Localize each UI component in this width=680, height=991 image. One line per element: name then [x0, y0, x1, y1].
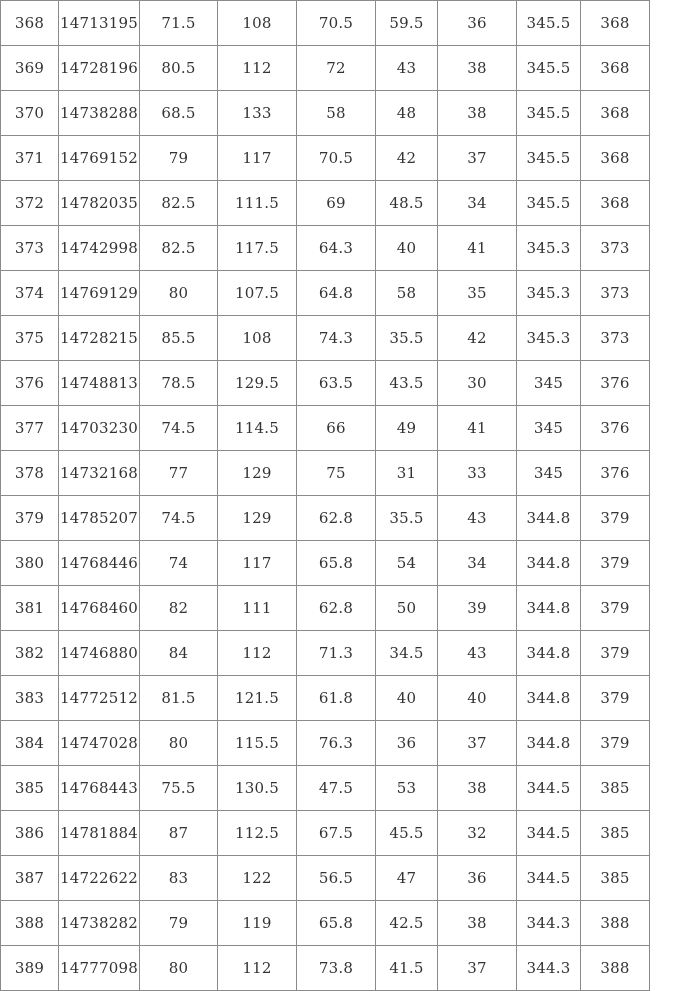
score-4-cell: 35.5	[376, 316, 438, 361]
score-2-cell: 117	[218, 541, 297, 586]
score-5-cell: 37	[438, 946, 517, 991]
rank-cell: 380	[1, 541, 59, 586]
score-2-cell: 111	[218, 586, 297, 631]
ranking-cell: 379	[581, 496, 650, 541]
exam-id-cell: 14728215	[59, 316, 140, 361]
table-row	[1, 811, 650, 856]
exam-id-cell: 14728196	[59, 46, 140, 91]
ranking-cell: 368	[581, 1, 650, 46]
table-row	[1, 856, 650, 901]
exam-id-cell: 14746880	[59, 631, 140, 676]
score-4-cell: 45.5	[376, 811, 438, 856]
score-4-cell: 42.5	[376, 901, 438, 946]
rank-cell: 385	[1, 766, 59, 811]
score-5-cell: 30	[438, 361, 517, 406]
exam-id-cell: 14713195	[59, 1, 140, 46]
score-2-cell: 122	[218, 856, 297, 901]
table-row	[1, 181, 650, 226]
ranking-cell: 379	[581, 721, 650, 766]
score-2-cell: 108	[218, 316, 297, 361]
ranking-cell: 368	[581, 181, 650, 226]
score-2-cell: 129	[218, 496, 297, 541]
score-1-cell: 75.5	[140, 766, 218, 811]
table-row	[1, 226, 650, 271]
score-5-cell: 38	[438, 91, 517, 136]
score-4-cell: 53	[376, 766, 438, 811]
score-5-cell: 43	[438, 496, 517, 541]
score-5-cell: 38	[438, 766, 517, 811]
score-1-cell: 80.5	[140, 46, 218, 91]
score-1-cell: 81.5	[140, 676, 218, 721]
rank-cell: 378	[1, 451, 59, 496]
score-5-cell: 40	[438, 676, 517, 721]
score-3-cell: 62.8	[297, 586, 376, 631]
ranking-cell: 373	[581, 226, 650, 271]
table-row	[1, 1, 650, 46]
total-score-cell: 345.3	[517, 316, 581, 361]
score-3-cell: 70.5	[297, 1, 376, 46]
total-score-cell: 344.8	[517, 631, 581, 676]
ranking-cell: 373	[581, 316, 650, 361]
ranking-cell: 379	[581, 586, 650, 631]
table-row	[1, 406, 650, 451]
score-2-cell: 112	[218, 946, 297, 991]
total-score-cell: 344.8	[517, 496, 581, 541]
score-4-cell: 31	[376, 451, 438, 496]
ranking-cell: 388	[581, 901, 650, 946]
table-row	[1, 361, 650, 406]
score-2-cell: 119	[218, 901, 297, 946]
score-1-cell: 79	[140, 901, 218, 946]
score-4-cell: 40	[376, 226, 438, 271]
score-4-cell: 34.5	[376, 631, 438, 676]
score-2-cell: 129.5	[218, 361, 297, 406]
score-3-cell: 76.3	[297, 721, 376, 766]
total-score-cell: 345	[517, 406, 581, 451]
ranking-cell: 376	[581, 406, 650, 451]
score-5-cell: 38	[438, 901, 517, 946]
score-1-cell: 80	[140, 721, 218, 766]
ranking-cell: 385	[581, 766, 650, 811]
score-4-cell: 35.5	[376, 496, 438, 541]
ranking-cell: 388	[581, 946, 650, 991]
exam-id-cell: 14742998	[59, 226, 140, 271]
score-1-cell: 83	[140, 856, 218, 901]
score-1-cell: 82	[140, 586, 218, 631]
score-3-cell: 71.3	[297, 631, 376, 676]
total-score-cell: 344.8	[517, 541, 581, 586]
table-row	[1, 766, 650, 811]
ranking-cell: 373	[581, 271, 650, 316]
score-5-cell: 42	[438, 316, 517, 361]
rank-cell: 369	[1, 46, 59, 91]
score-1-cell: 74	[140, 541, 218, 586]
rank-cell: 375	[1, 316, 59, 361]
rank-cell: 386	[1, 811, 59, 856]
score-3-cell: 65.8	[297, 901, 376, 946]
score-1-cell: 82.5	[140, 181, 218, 226]
score-1-cell: 87	[140, 811, 218, 856]
score-1-cell: 80	[140, 946, 218, 991]
score-2-cell: 133	[218, 91, 297, 136]
score-1-cell: 68.5	[140, 91, 218, 136]
rank-cell: 387	[1, 856, 59, 901]
score-2-cell: 117	[218, 136, 297, 181]
score-4-cell: 49	[376, 406, 438, 451]
score-1-cell: 84	[140, 631, 218, 676]
score-3-cell: 47.5	[297, 766, 376, 811]
exam-id-cell: 14738282	[59, 901, 140, 946]
total-score-cell: 344.8	[517, 721, 581, 766]
ranking-cell: 385	[581, 856, 650, 901]
score-1-cell: 71.5	[140, 1, 218, 46]
score-5-cell: 36	[438, 1, 517, 46]
total-score-cell: 344.5	[517, 766, 581, 811]
total-score-cell: 345.5	[517, 1, 581, 46]
rank-cell: 389	[1, 946, 59, 991]
score-5-cell: 41	[438, 226, 517, 271]
ranking-cell: 379	[581, 631, 650, 676]
rank-cell: 372	[1, 181, 59, 226]
score-4-cell: 43	[376, 46, 438, 91]
score-4-cell: 47	[376, 856, 438, 901]
score-5-cell: 35	[438, 271, 517, 316]
table-row	[1, 541, 650, 586]
score-2-cell: 112	[218, 631, 297, 676]
score-3-cell: 64.3	[297, 226, 376, 271]
score-2-cell: 114.5	[218, 406, 297, 451]
total-score-cell: 345.5	[517, 91, 581, 136]
ranking-cell: 379	[581, 676, 650, 721]
exam-id-cell: 14782035	[59, 181, 140, 226]
exam-id-cell: 14768460	[59, 586, 140, 631]
total-score-cell: 345.5	[517, 136, 581, 181]
score-1-cell: 74.5	[140, 496, 218, 541]
ranking-cell: 368	[581, 46, 650, 91]
rank-cell: 371	[1, 136, 59, 181]
rank-cell: 382	[1, 631, 59, 676]
score-2-cell: 121.5	[218, 676, 297, 721]
score-3-cell: 64.8	[297, 271, 376, 316]
table-row	[1, 586, 650, 631]
score-2-cell: 112.5	[218, 811, 297, 856]
score-4-cell: 54	[376, 541, 438, 586]
score-4-cell: 48	[376, 91, 438, 136]
total-score-cell: 345	[517, 451, 581, 496]
exam-id-cell: 14722622	[59, 856, 140, 901]
ranking-cell: 376	[581, 451, 650, 496]
score-5-cell: 32	[438, 811, 517, 856]
score-3-cell: 69	[297, 181, 376, 226]
score-3-cell: 74.3	[297, 316, 376, 361]
rank-cell: 374	[1, 271, 59, 316]
score-1-cell: 80	[140, 271, 218, 316]
score-5-cell: 43	[438, 631, 517, 676]
score-2-cell: 107.5	[218, 271, 297, 316]
rank-cell: 381	[1, 586, 59, 631]
table-row	[1, 451, 650, 496]
exam-id-cell: 14777098	[59, 946, 140, 991]
score-5-cell: 34	[438, 541, 517, 586]
score-5-cell: 37	[438, 136, 517, 181]
score-3-cell: 72	[297, 46, 376, 91]
score-3-cell: 65.8	[297, 541, 376, 586]
score-1-cell: 77	[140, 451, 218, 496]
total-score-cell: 344.5	[517, 811, 581, 856]
rank-cell: 379	[1, 496, 59, 541]
exam-id-cell: 14768443	[59, 766, 140, 811]
rank-cell: 384	[1, 721, 59, 766]
ranking-cell: 385	[581, 811, 650, 856]
score-5-cell: 39	[438, 586, 517, 631]
total-score-cell: 344.3	[517, 901, 581, 946]
total-score-cell: 345.5	[517, 181, 581, 226]
score-3-cell: 61.8	[297, 676, 376, 721]
score-3-cell: 67.5	[297, 811, 376, 856]
rank-cell: 368	[1, 1, 59, 46]
score-3-cell: 73.8	[297, 946, 376, 991]
rank-cell: 373	[1, 226, 59, 271]
score-2-cell: 112	[218, 46, 297, 91]
table-row	[1, 91, 650, 136]
exam-id-cell: 14769152	[59, 136, 140, 181]
score-2-cell: 117.5	[218, 226, 297, 271]
score-5-cell: 36	[438, 856, 517, 901]
table-row	[1, 136, 650, 181]
total-score-cell: 344.8	[517, 586, 581, 631]
score-4-cell: 59.5	[376, 1, 438, 46]
total-score-cell: 345.3	[517, 271, 581, 316]
score-4-cell: 50	[376, 586, 438, 631]
exam-id-cell: 14769129	[59, 271, 140, 316]
table-row	[1, 901, 650, 946]
table-row	[1, 631, 650, 676]
score-5-cell: 37	[438, 721, 517, 766]
score-4-cell: 41.5	[376, 946, 438, 991]
exam-id-cell: 14738288	[59, 91, 140, 136]
score-3-cell: 58	[297, 91, 376, 136]
table-row	[1, 271, 650, 316]
score-3-cell: 66	[297, 406, 376, 451]
score-2-cell: 115.5	[218, 721, 297, 766]
score-1-cell: 78.5	[140, 361, 218, 406]
score-5-cell: 34	[438, 181, 517, 226]
score-1-cell: 85.5	[140, 316, 218, 361]
score-5-cell: 38	[438, 46, 517, 91]
total-score-cell: 344.8	[517, 676, 581, 721]
ranking-cell: 368	[581, 91, 650, 136]
score-3-cell: 63.5	[297, 361, 376, 406]
score-1-cell: 79	[140, 136, 218, 181]
total-score-cell: 345	[517, 361, 581, 406]
table-row	[1, 316, 650, 361]
score-4-cell: 43.5	[376, 361, 438, 406]
score-1-cell: 74.5	[140, 406, 218, 451]
exam-id-cell: 14768446	[59, 541, 140, 586]
exam-id-cell: 14732168	[59, 451, 140, 496]
score-2-cell: 130.5	[218, 766, 297, 811]
score-4-cell: 48.5	[376, 181, 438, 226]
exam-id-cell: 14703230	[59, 406, 140, 451]
rank-cell: 370	[1, 91, 59, 136]
rank-cell: 376	[1, 361, 59, 406]
exam-id-cell: 14748813	[59, 361, 140, 406]
exam-id-cell: 14747028	[59, 721, 140, 766]
exam-id-cell: 14772512	[59, 676, 140, 721]
table-row	[1, 496, 650, 541]
score-4-cell: 40	[376, 676, 438, 721]
score-3-cell: 75	[297, 451, 376, 496]
score-3-cell: 56.5	[297, 856, 376, 901]
score-5-cell: 33	[438, 451, 517, 496]
score-2-cell: 129	[218, 451, 297, 496]
ranking-cell: 379	[581, 541, 650, 586]
score-4-cell: 42	[376, 136, 438, 181]
score-5-cell: 41	[438, 406, 517, 451]
score-4-cell: 36	[376, 721, 438, 766]
score-4-cell: 58	[376, 271, 438, 316]
total-score-cell: 345.3	[517, 226, 581, 271]
score-2-cell: 111.5	[218, 181, 297, 226]
total-score-cell: 344.5	[517, 856, 581, 901]
score-3-cell: 70.5	[297, 136, 376, 181]
score-3-cell: 62.8	[297, 496, 376, 541]
ranking-cell: 376	[581, 361, 650, 406]
score-2-cell: 108	[218, 1, 297, 46]
rank-cell: 377	[1, 406, 59, 451]
rank-cell: 388	[1, 901, 59, 946]
score-1-cell: 82.5	[140, 226, 218, 271]
total-score-cell: 345.5	[517, 46, 581, 91]
total-score-cell: 344.3	[517, 946, 581, 991]
table-row	[1, 946, 650, 991]
ranking-cell: 368	[581, 136, 650, 181]
results-table-body	[1, 0, 650, 991]
table-row	[1, 676, 650, 721]
table-row	[1, 721, 650, 766]
rank-cell: 383	[1, 676, 59, 721]
exam-id-cell: 14781884	[59, 811, 140, 856]
table-row	[1, 46, 650, 91]
exam-id-cell: 14785207	[59, 496, 140, 541]
